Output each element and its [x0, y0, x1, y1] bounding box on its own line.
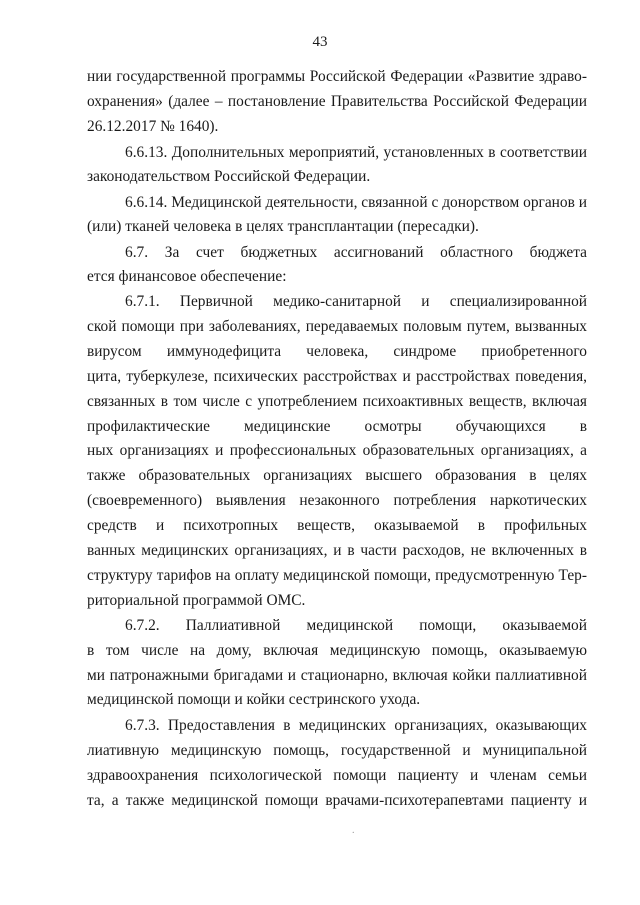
text-line: ется финансовое обеспечение: [87, 268, 287, 285]
text-line: законодательством Российской Федерации. [87, 168, 371, 185]
text-line: профилактические медицинские осмотры обучающихся в [87, 418, 587, 435]
text-line: охранения» (далее – постановление Правительства Российской Федерации [87, 93, 587, 110]
text-line: (своевременного) выявления незаконного потребления наркотических [87, 492, 587, 509]
scan-speck: . [352, 825, 355, 836]
text-line: 6.6.13. Дополнительных мероприятий, установленных в соответствии [125, 144, 587, 161]
text-line: здравоохранения психологической помощи пациенту и членам семьи [87, 767, 587, 784]
text-line: 26.12.2017 № 1640). [87, 118, 219, 135]
text-line: 6.7. За счет бюджетных ассигнований областного бюджета [125, 244, 587, 261]
text-line: (или) тканей человека в целях трансплантации (пересадки). [87, 218, 479, 235]
text-line: цита, туберкулезе, психических расстройствах и расстройствах поведения, [87, 368, 587, 385]
text-line: 6.6.14. Медицинской деятельности, связанной с донорством органов и [125, 194, 587, 211]
text-line: средств и психотропных веществ, оказываемой в профильных [87, 517, 587, 534]
text-line: 6.7.3. Предоставления в медицинских организациях, оказывающих [125, 717, 587, 734]
text-line: вирусом иммунодефицита человека, синдроме приобретенного [87, 343, 587, 360]
page-number: 43 [312, 34, 328, 50]
text-line: медицинской помощи и койки сестринского ухода. [87, 691, 421, 708]
text-line: риториальной программой ОМС. [87, 592, 306, 609]
text-line: ми патронажными бригадами и стационарно, включая койки паллиативной [87, 667, 587, 684]
text-line: также образовательных организациях высшего образования в целях [87, 467, 587, 484]
text-line: нии государственной программы Российской Федерации «Развитие здраво- [87, 68, 587, 85]
text-line: ных организациях и профессиональных образовательных организациях, а [87, 442, 587, 459]
text-line: ской помощи при заболеваниях, передаваемых половым путем, вызванных [87, 318, 587, 335]
text-line: та, а также медицинской помощи врачами-психотерапевтами пациенту и [87, 792, 587, 809]
text-line: 6.7.1. Первичной медико-санитарной и специализированной [125, 293, 587, 310]
text-line: связанных в том числе с употреблением психоактивных веществ, включая [87, 393, 587, 410]
text-line: ванных медицинских организациях, и в части расходов, не включенных в [87, 542, 587, 559]
text-line: структуру тарифов на оплату медицинской помощи, предусмотренную Тер- [87, 567, 587, 584]
text-line: в том числе на дому, включая медицинскую помощь, оказываемую [87, 642, 587, 659]
text-line: 6.7.2. Паллиативной медицинской помощи, оказываемой [125, 617, 587, 634]
text-line: лиативную медицинскую помощь, государственной и муниципальной [87, 742, 587, 759]
